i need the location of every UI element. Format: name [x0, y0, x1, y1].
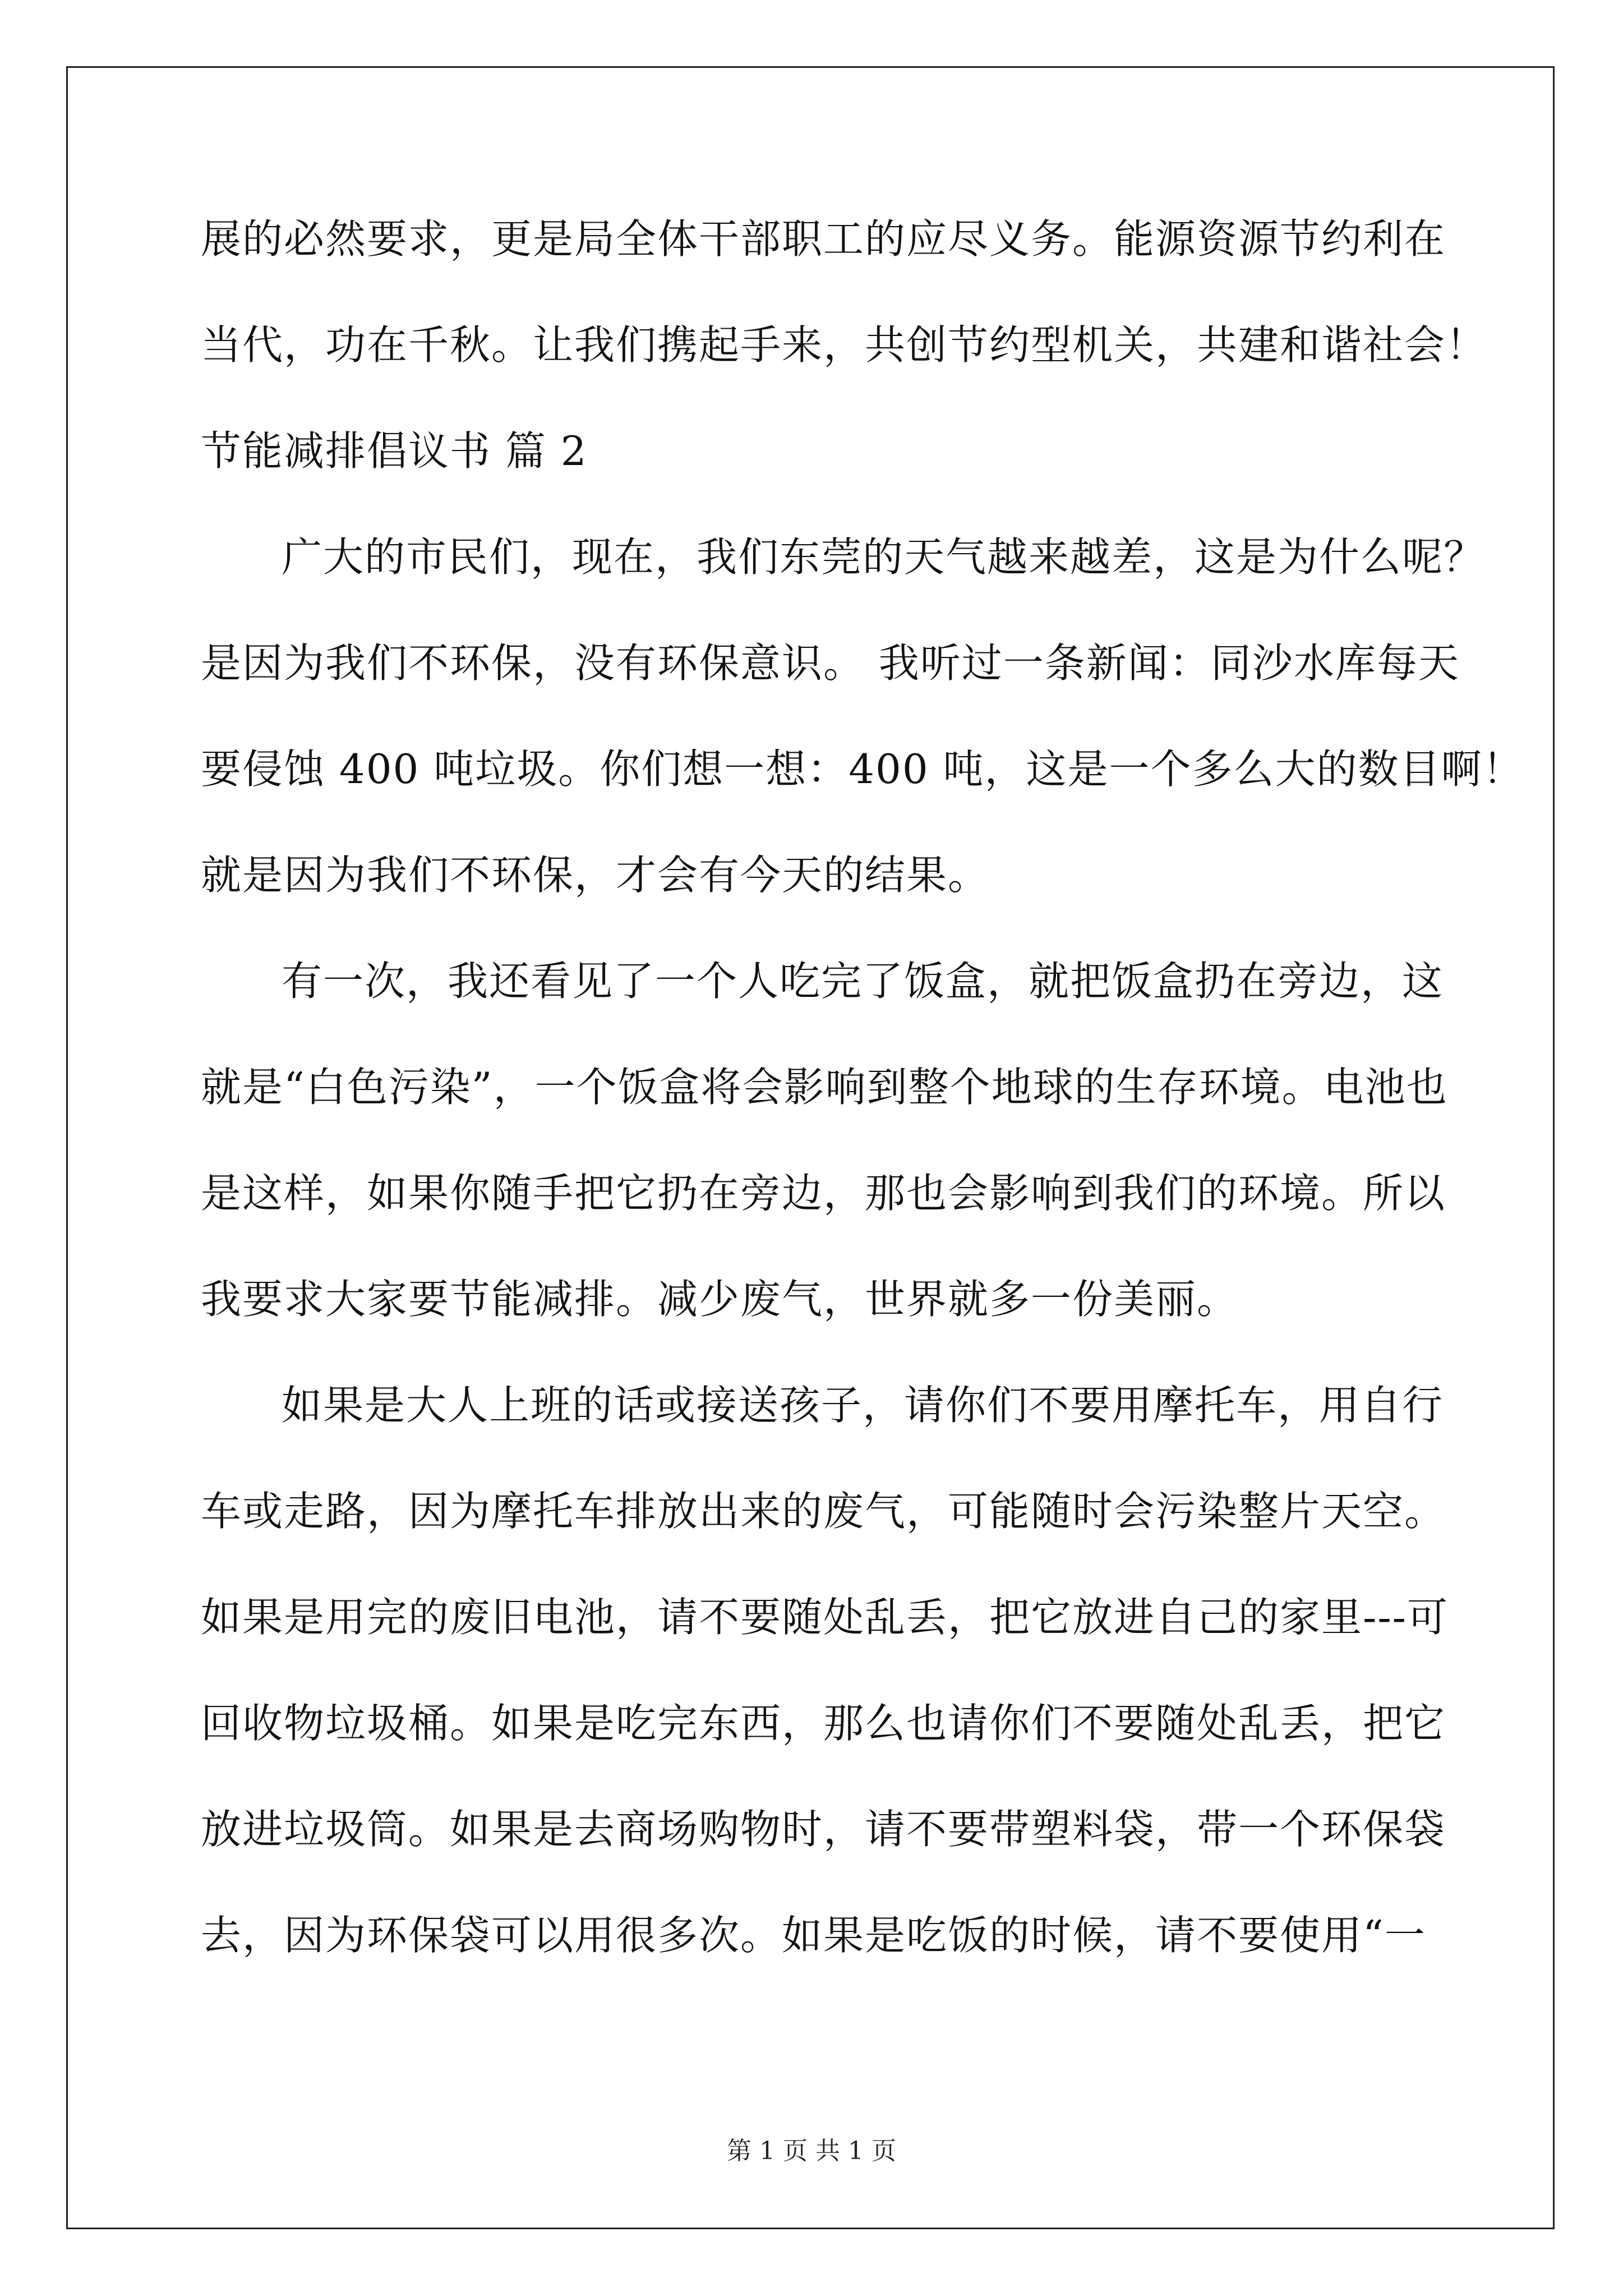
text-line: 当代，功在千秋。让我们携起手来，共创节约型机关，共建和谐社会！: [201, 321, 1488, 369]
text-line: 是这样，如果你随手把它扔在旁边，那也会影响到我们的环境。所以: [201, 1170, 1446, 1217]
text-line: 就是“白色污染”，一个饭盒将会影响到整个地球的生存环境。电池也: [201, 1064, 1448, 1111]
text-line: 展的必然要求，更是局全体干部职工的应尽义务。能源资源节约利在: [201, 215, 1446, 263]
paragraph-first-line: 广大的市民们，现在，我们东莞的天气越来越差，这是为什么呢？: [282, 533, 1486, 581]
page-border: [66, 66, 1555, 2229]
text-line: 车或走路，因为摩托车排放出来的废气，可能随时会污染整片天空。: [201, 1488, 1446, 1535]
text-line: 去，因为环保袋可以用很多次。如果是吃饭的时候，请不要使用“一: [201, 1912, 1426, 1959]
paragraph-first-line: 有一次，我还看见了一个人吃完了饭盒，就把饭盒扔在旁边，这: [282, 958, 1444, 1005]
text-line: 就是因为我们不环保，才会有今天的结果。: [201, 852, 990, 899]
section-heading: 节能减排倡议书 篇 2: [201, 427, 588, 475]
text-line: 如果是用完的废旧电池，请不要随处乱丢，把它放进自己的家里---可: [201, 1594, 1449, 1641]
page-footer: 第 1 页 共 1 页: [727, 2137, 896, 2165]
paragraph-first-line: 如果是大人上班的话或接送孩子，请你们不要用摩托车，用自行: [282, 1382, 1444, 1429]
text-line: 放进垃圾筒。如果是去商场购物时，请不要带塑料袋，带一个环保袋: [201, 1806, 1446, 1853]
text-line: 我要求大家要节能减排。减少废气，世界就多一份美丽。: [201, 1276, 1239, 1323]
text-line: 是因为我们不环保，没有环保意识。 我听过一条新闻：同沙水库每天: [201, 639, 1460, 687]
text-line: 要侵蚀 400 吨垃圾。你们想一想：400 吨，这是一个多么大的数目啊！: [201, 746, 1524, 793]
text-line: 回收物垃圾桶。如果是吃完东西，那么也请你们不要随处乱丢，把它: [201, 1700, 1446, 1747]
